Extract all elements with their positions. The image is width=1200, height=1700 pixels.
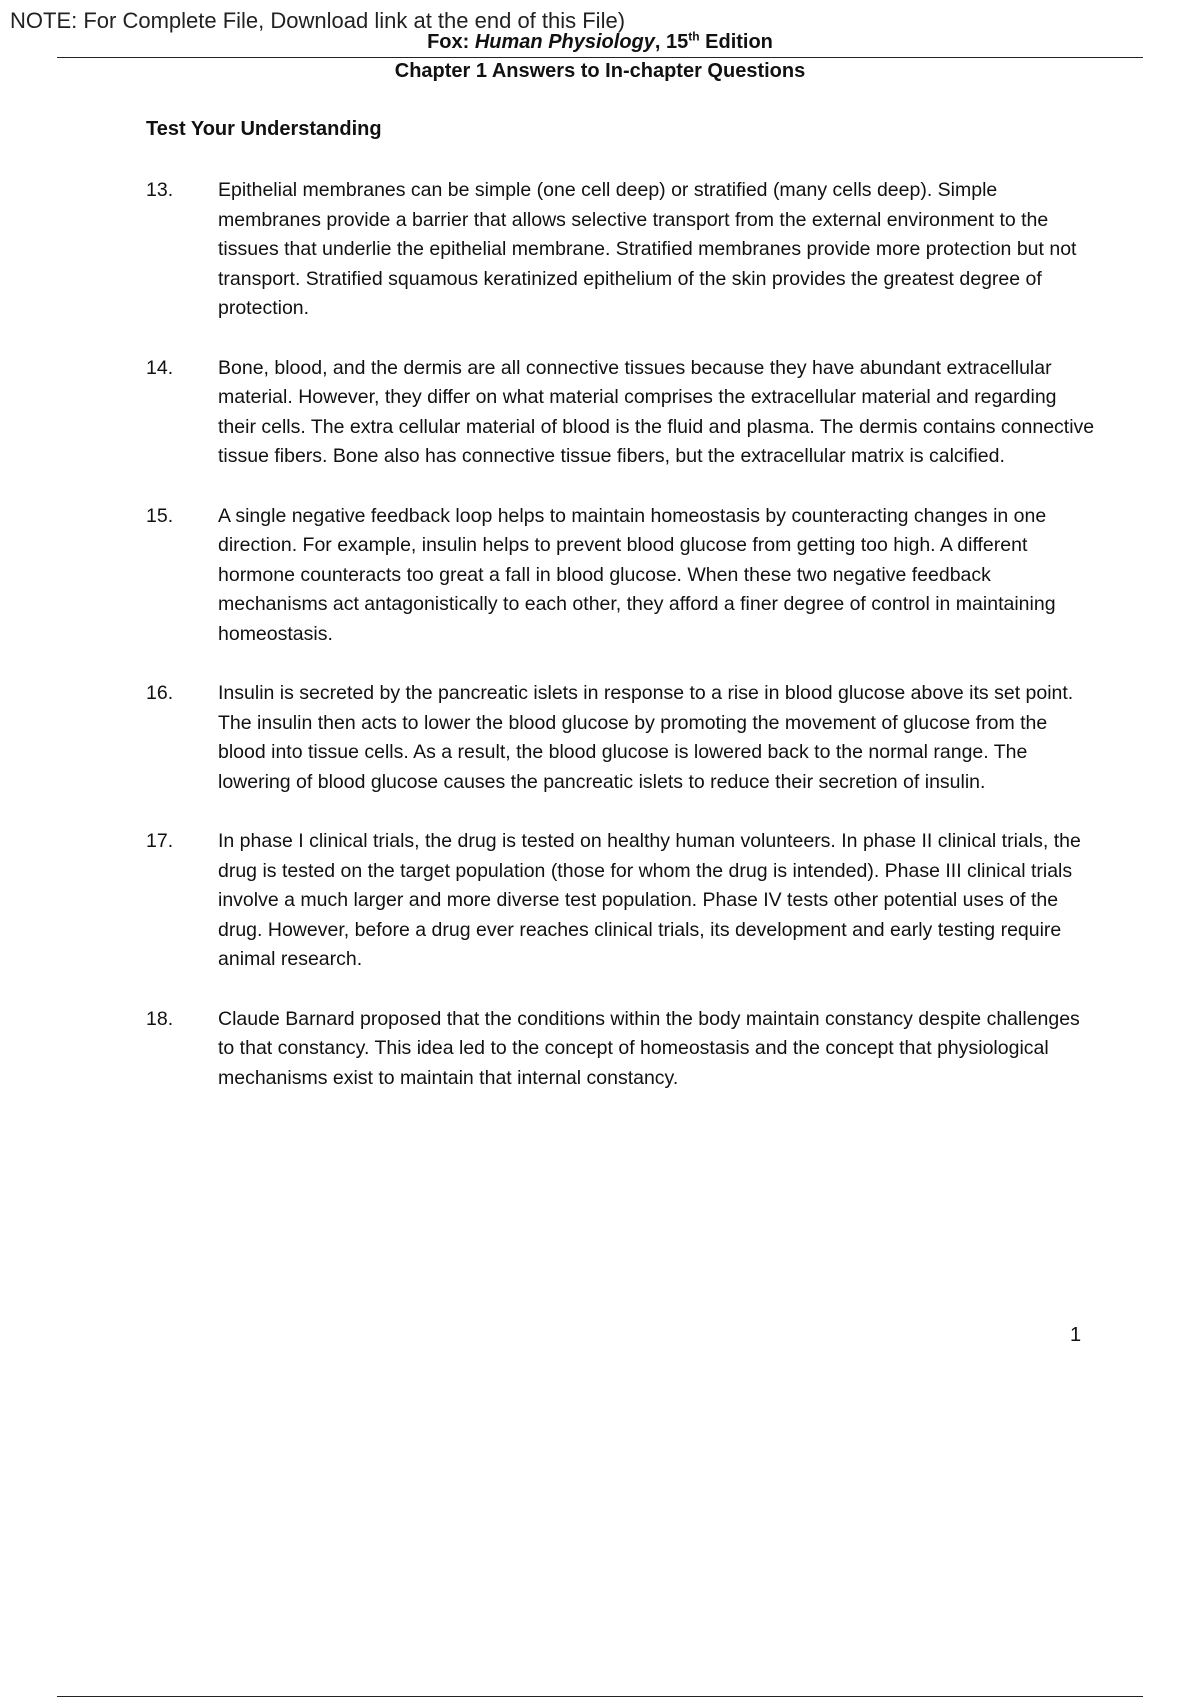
answer-number: 15. [146,504,174,527]
section-heading: Test Your Understanding [146,118,382,140]
answer-text: Claude Barnard proposed that the conditions within the body maintain constancy despite challenges to that constancy. This idea led to the concept of homeostasis and the concept that physiological mechanisms exist to maintain that internal constancy. [218,1007,1080,1089]
answer-number: 17. [146,830,174,852]
book-title-edition-word: Edition [699,31,773,53]
answer-item [146,679,1096,797]
answer-list [146,176,1096,1123]
book-title-edition-sup: th [688,29,700,44]
answer-number: 14. [146,356,174,379]
answer-text: Bone, blood, and the dermis are all connective tissues because they have abundant extracellular material. However, they differ on what material comprises the extracellular material and regarding their cells. The extra cellular material of blood is the fluid and plasma. The dermis contains connective tissue fibers. Bone also has connective tissue fibers, but the extracellular matrix is calcified. [218,356,1095,467]
answer-item [146,827,1096,975]
footer-divider [57,1696,1143,1697]
answer-number: 13. [146,179,174,201]
header-divider [57,57,1143,58]
answer-number: 18. [146,1007,174,1030]
answer-item [146,176,1096,324]
book-title-name: Human Physiology [474,31,655,53]
answer-text: In phase I clinical trials, the drug is tested on healthy human volunteers. In phase II clinical trials, the drug is tested on the target population (those for whom the drug is intended). Phase III clinical trials involve a much larger and more diverse test population. Phase IV tests other potential uses of the drug. However, before a drug ever reaches clinical trials, its development and early testing require animal research. [218,830,1081,970]
page-number: 1 [1070,1324,1082,1346]
book-title [0,31,1200,54]
answer-item [146,354,1096,472]
answer-text: A single negative feedback loop helps to maintain homeostasis by counteracting changes in one direction. For example, insulin helps to prevent blood glucose from getting too high. A different hormone counteracts too great a fall in blood glucose. When these two negative feedback mechanisms act antagonistically to each other, they afford a finer degree of control in maintaining homeostasis. [218,504,1056,645]
answer-number: 16. [146,682,174,704]
book-title-edition-num: , 15 [654,31,689,53]
answer-item [146,1005,1096,1094]
chapter-title: Chapter 1 Answers to In-chapter Questions [394,60,806,82]
book-title-prefix: Fox: [427,31,475,53]
answer-text: Epithelial membranes can be simple (one cell deep) or stratified (many cells deep). Simple membranes provide a barrier that allows selective transport from the external environment to the tissues that underlie the epithelial membrane. Stratified membranes provide more protection but not transport. Stratified squamous keratinized epithelium of the skin provides the greatest degree of protection. [218,179,1077,319]
download-note: NOTE: For Complete File, Download link at the end of this File) [10,8,626,33]
answer-text: Insulin is secreted by the pancreatic islets in response to a rise in blood glucose above its set point. The insulin then acts to lower the blood glucose by promoting the movement of glucose from the blood into tissue cells. As a result, the blood glucose is lowered back to the normal range. The lowering of blood glucose causes the pancreatic islets to reduce their secretion of insulin. [218,682,1074,793]
answer-item [146,502,1096,650]
